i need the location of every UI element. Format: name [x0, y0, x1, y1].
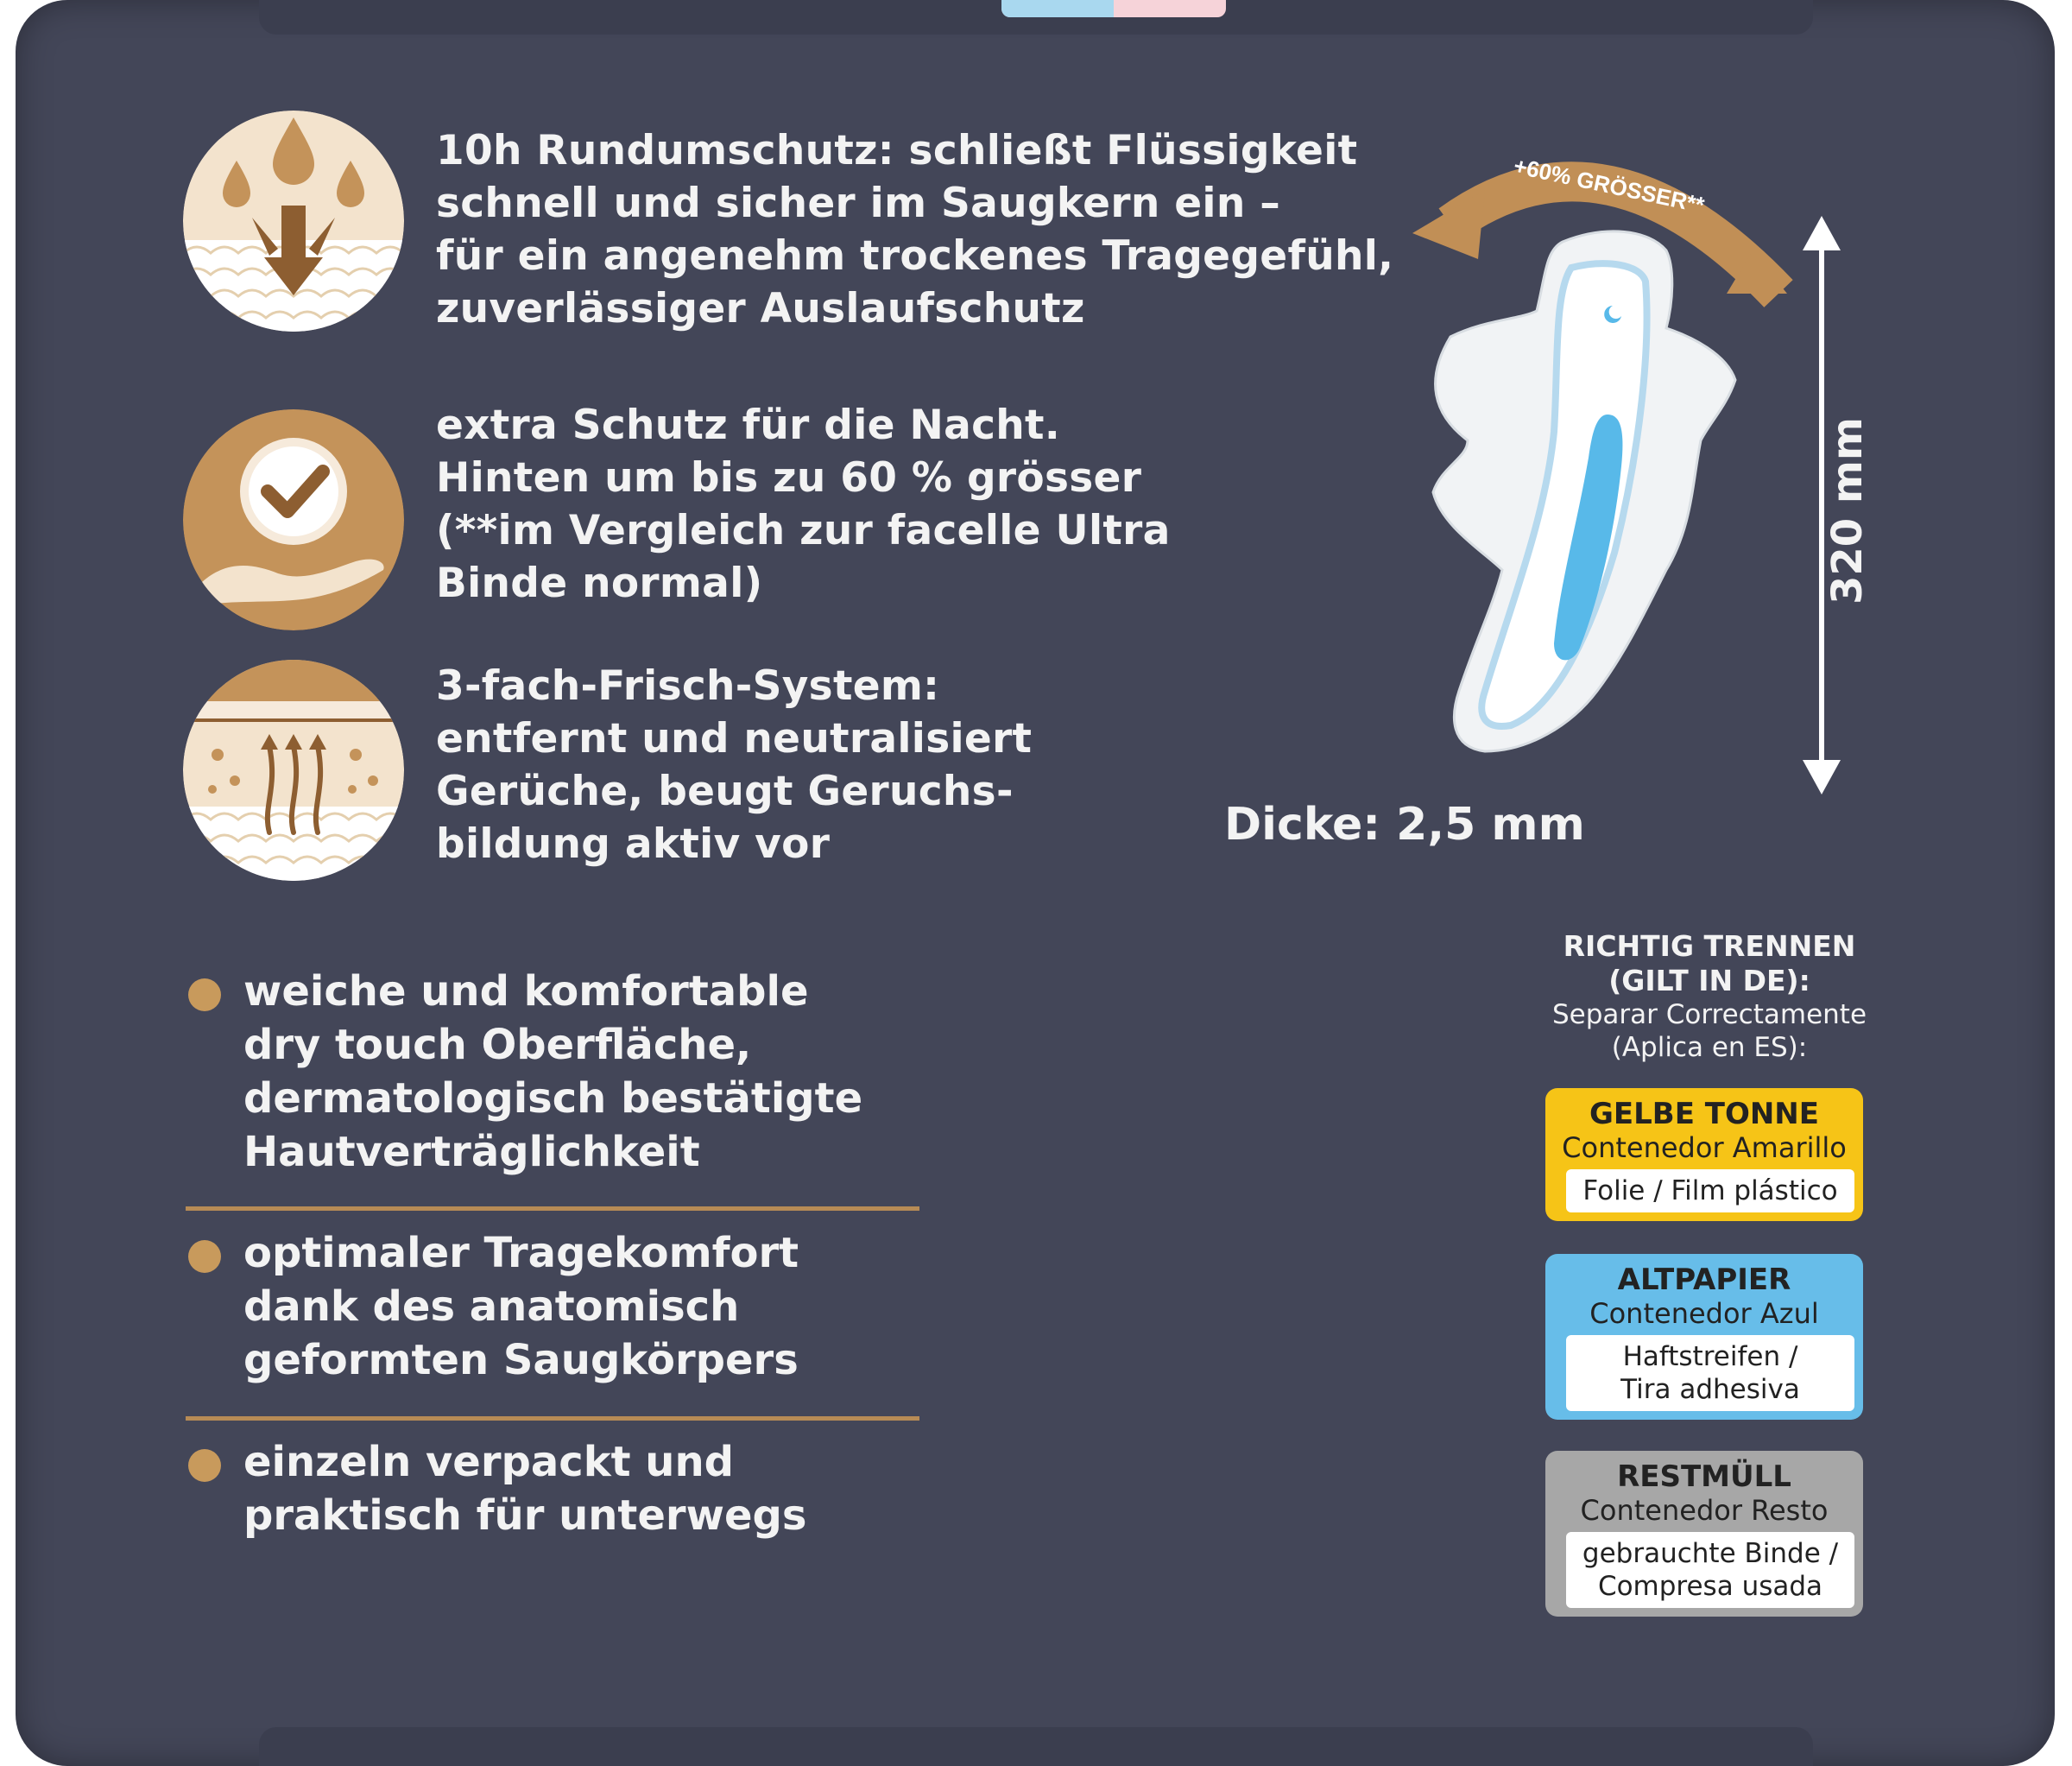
- arrow-label: +60% GRÖSSER**: [1511, 152, 1707, 218]
- divider: [186, 1416, 919, 1421]
- bin-blue: ALTPAPIER Contenedor Azul Haftstreifen / Tira adhesiva: [1545, 1254, 1863, 1420]
- bullet-comfort: optimaler Tragekomfort dank des anatomisch geformten Saugkörpers: [243, 1229, 799, 1384]
- bullet-dry-touch: weiche und komfortable dry touch Oberfläche, dermatologisch bestätigte Hautverträglichkeit: [243, 967, 863, 1176]
- divider: [186, 1206, 919, 1211]
- top-color-tab: [1001, 0, 1226, 17]
- bullet-dot: [188, 978, 221, 1011]
- bin-grey: RESTMÜLL Contenedor Resto gebrauchte Binde / Compresa usada: [1545, 1451, 1863, 1617]
- bullet-dot: [188, 1449, 221, 1482]
- bullet-dot: [188, 1240, 221, 1273]
- bullet-wrapped: einzeln verpackt und praktisch für unterwegs: [243, 1438, 807, 1540]
- thickness-label: Dicke: 2,5 mm: [1224, 799, 1585, 851]
- bin-yellow: GELBE TONNE Contenedor Amarillo Folie / Film plástico: [1545, 1088, 1863, 1221]
- drops-absorb-icon: [183, 111, 404, 332]
- pad-illustration: [1381, 121, 1830, 794]
- package-bottom-seal: [259, 1727, 1813, 1766]
- feature-fresh-system-text: 3-fach-Frisch-System: entfernt und neutralisiert Gerüche, beugt Geruchs- bildung aktiv vor: [436, 662, 1033, 868]
- length-label: 320 mm: [1823, 417, 1872, 604]
- feature-night-protection-text: extra Schutz für die Nacht. Hinten um bis zu 60 % grösser (**im Vergleich zur facelle Ultra Binde normal): [436, 402, 1171, 607]
- recycling-heading: RICHTIG TRENNEN (GILT IN DE): Separar Correctamente (Aplica en ES):: [1551, 929, 1867, 1063]
- feature-absorb-text: 10h Rundumschutz: schließt Flüssigkeit schnell und sicher im Saugkern ein – für ein angenehm trockenes Tragegefühl, zuverlässiger Auslaufschutz: [436, 127, 1394, 332]
- checkmark-hand-icon: [183, 409, 404, 630]
- fresh-system-icon: [183, 660, 404, 881]
